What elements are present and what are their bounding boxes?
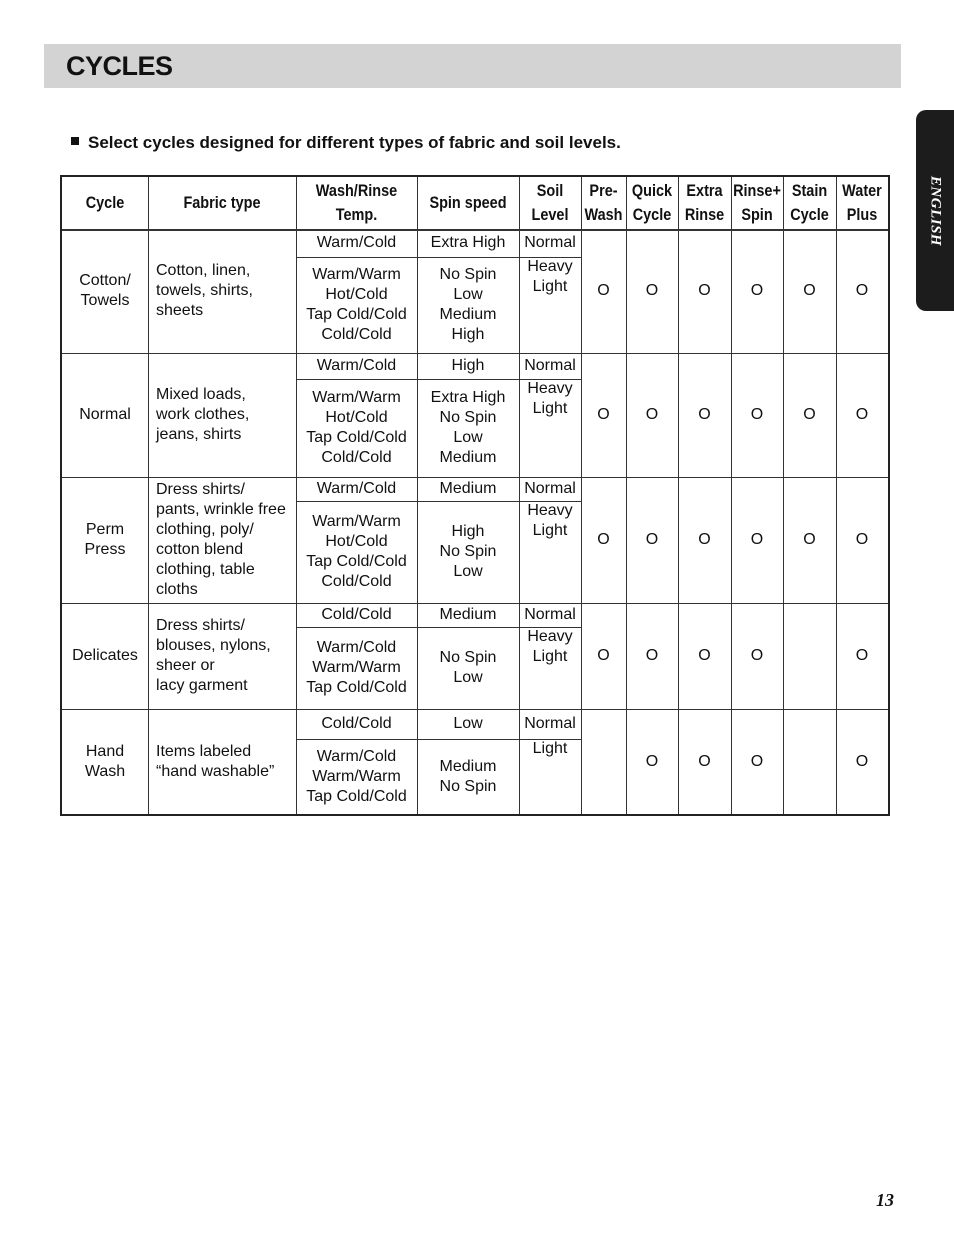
- spin-options-cell: No Spin Low: [439, 649, 497, 686]
- column-header: Fabric type: [183, 193, 261, 212]
- option-available-mark: O: [645, 531, 659, 548]
- option-available-mark: O: [698, 647, 711, 664]
- column-header: Wash/Rinse Temp.: [315, 181, 398, 224]
- spin-options-cell: High No Spin Low: [439, 523, 497, 580]
- temp-options-cell: Warm/Warm Hot/Cold Tap Cold/Cold Cold/Cold: [306, 389, 407, 466]
- option-available-mark: O: [645, 753, 659, 770]
- option-available-mark: O: [597, 647, 610, 664]
- fabric-cell: Dress shirts/ pants, wrinkle free clothing, poly/ cotton blend clothing, table cloths: [156, 481, 286, 598]
- spin-default-cell: Extra High: [430, 234, 506, 251]
- soil-options-cell: Heavy Light: [527, 258, 573, 295]
- temp-default-cell: Cold/Cold: [321, 606, 392, 623]
- soil-options-cell: Heavy Light: [527, 502, 573, 539]
- soil-options-cell: Heavy Light: [527, 380, 573, 417]
- cycle-cell: Hand Wash: [84, 743, 126, 780]
- spin-options-cell: Extra High No Spin Low Medium: [430, 389, 506, 466]
- option-available-mark: O: [597, 531, 610, 548]
- option-available-mark: O: [803, 282, 816, 299]
- spin-default-cell: High: [451, 357, 485, 374]
- temp-default-cell: Warm/Cold: [316, 480, 397, 497]
- cycle-cell: Delicates: [72, 647, 138, 664]
- option-available-mark: O: [750, 753, 764, 770]
- option-available-mark: O: [750, 406, 764, 423]
- title-bar: [44, 44, 901, 88]
- fabric-cell: Mixed loads, work clothes, jeans, shirts: [156, 386, 250, 443]
- option-available-mark: O: [750, 282, 764, 299]
- intro-sentence: Select cycles designed for different types of fabric and soil levels.: [88, 133, 621, 152]
- intro-text: [71, 132, 621, 154]
- option-available-mark: O: [750, 647, 764, 664]
- fabric-cell: Cotton, linen, towels, shirts, sheets: [156, 262, 253, 319]
- option-available-mark: O: [645, 647, 659, 664]
- column-header: Spin speed: [429, 193, 507, 212]
- soil-options-cell: Light: [532, 740, 568, 757]
- option-available-mark: O: [750, 531, 764, 548]
- option-available-mark: O: [855, 406, 869, 423]
- option-available-mark: O: [645, 406, 659, 423]
- cycles-table: [60, 175, 890, 816]
- option-available-mark: O: [855, 647, 869, 664]
- soil-options-cell: Heavy Light: [527, 628, 573, 665]
- option-available-mark: O: [698, 282, 711, 299]
- temp-default-cell: Warm/Cold: [316, 357, 397, 374]
- spin-default-cell: Medium: [439, 480, 497, 497]
- temp-options-cell: Warm/Cold Warm/Warm Tap Cold/Cold: [306, 639, 407, 696]
- option-available-mark: O: [803, 531, 816, 548]
- cycle-cell: Cotton/ Towels: [79, 272, 131, 309]
- temp-options-cell: Warm/Cold Warm/Warm Tap Cold/Cold: [306, 748, 407, 805]
- spin-options-cell: Medium No Spin: [439, 758, 497, 795]
- option-available-mark: O: [855, 282, 869, 299]
- soil-default-cell: Normal: [524, 715, 576, 732]
- soil-default-cell: Normal: [524, 480, 576, 497]
- option-available-mark: O: [597, 406, 610, 423]
- cycle-cell: Normal: [79, 406, 131, 423]
- page-title: CYCLES: [66, 51, 173, 81]
- column-header: Extra Rinse: [684, 181, 725, 224]
- soil-default-cell: Normal: [524, 234, 576, 251]
- cycle-cell: Perm Press: [84, 521, 126, 558]
- option-available-mark: O: [698, 753, 711, 770]
- column-header: Stain Cycle: [790, 181, 829, 224]
- soil-default-cell: Normal: [524, 357, 576, 374]
- option-available-mark: O: [698, 406, 711, 423]
- square-bullet-icon: [71, 137, 79, 145]
- option-available-mark: O: [597, 282, 610, 299]
- temp-default-cell: Warm/Cold: [316, 234, 397, 251]
- option-available-mark: O: [855, 753, 869, 770]
- fabric-cell: Dress shirts/ blouses, nylons, sheer or lacy garment: [156, 617, 271, 694]
- fabric-cell: Items labeled “hand washable”: [156, 743, 275, 780]
- soil-default-cell: Normal: [524, 606, 576, 623]
- column-header: Soil Level: [531, 181, 569, 224]
- page-number: 13: [876, 1190, 894, 1210]
- spin-default-cell: Low: [453, 715, 483, 732]
- column-header: Cycle: [85, 193, 125, 212]
- language-tab-label: ENGLISH: [927, 175, 944, 246]
- option-available-mark: O: [803, 406, 816, 423]
- language-tab: [916, 110, 954, 311]
- temp-options-cell: Warm/Warm Hot/Cold Tap Cold/Cold Cold/Cold: [306, 513, 407, 590]
- column-header: Pre- Wash: [584, 181, 623, 224]
- column-header: Rinse+ Spin: [733, 181, 781, 224]
- spin-default-cell: Medium: [439, 606, 497, 623]
- column-header: Water Plus: [842, 181, 882, 224]
- column-header: Quick Cycle: [631, 181, 673, 224]
- spin-options-cell: No Spin Low Medium High: [439, 266, 497, 343]
- temp-options-cell: Warm/Warm Hot/Cold Tap Cold/Cold Cold/Cold: [306, 266, 407, 343]
- option-available-mark: O: [645, 282, 659, 299]
- temp-default-cell: Cold/Cold: [321, 715, 392, 732]
- option-available-mark: O: [698, 531, 711, 548]
- option-available-mark: O: [855, 531, 869, 548]
